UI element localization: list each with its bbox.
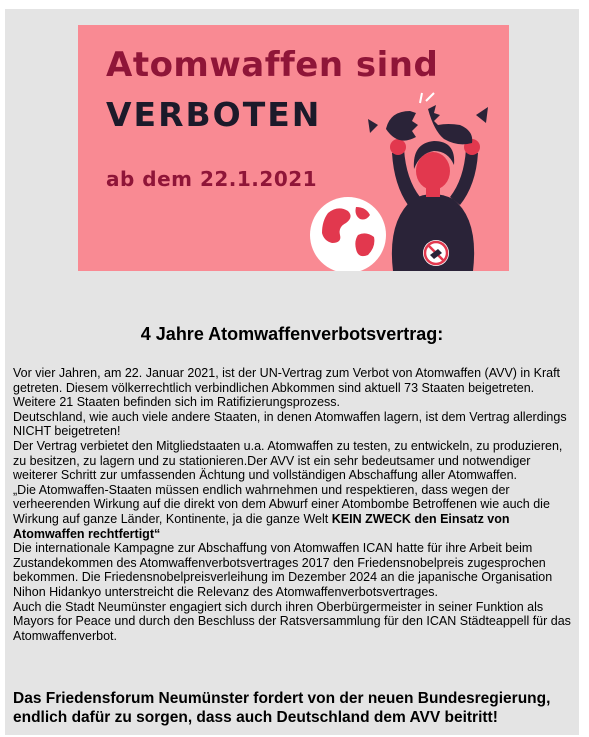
paragraph: Deutschland, wie auch viele andere Staaten, in denen Atomwaffen lagern, ist dem Vertrag allerdings NICHT beigetreten! xyxy=(13,409,567,439)
woman-figure xyxy=(390,139,480,271)
poster-date: ab dem 22.1.2021 xyxy=(106,167,318,191)
paragraph: Vor vier Jahren, am 22. Januar 2021, ist der UN-Vertrag zum Verbot von Atomwaffen (AVV) in Kraft getreten. Diesem völkerrechtlich verbindlichen Abkommen sind aktuell 73 Staaten beigetreten. Weitere 21 Staaten befinden sich im Ratifizierungsprozess. xyxy=(13,366,561,410)
quote-emphasis: KEIN ZWECK den Einsatz von Atomwaffen rechtfertigt“ xyxy=(13,511,510,541)
article-heading: 4 Jahre Atomwaffenverbotsvertrag: xyxy=(140,324,444,344)
article-body xyxy=(13,366,573,643)
paragraph: Auch die Stadt Neumünster engagiert sich durch ihren Oberbürgermeister in seiner Funktion als Mayors for Peace und durch den Beschluss der Ratsversammlung für den ICAN Städteappell für das Atomwaffenverbot. xyxy=(13,599,571,643)
poster-title-line1: Atomwaffen sind xyxy=(106,45,439,85)
paragraph: Der Vertrag verbietet den Mitgliedstaaten u.a. Atomwaffen zu testen, zu entwickeln, zu produzieren, zu besitzen, zu lagern und zu stationieren.Der AVV ist ein sehr bedeutsamer und notwendiger weiterer Schritt zur umfassenden Ächtung und vollständigen Abschaffung aller Atomwaffen. xyxy=(13,438,563,483)
globe-icon xyxy=(310,197,386,271)
quote-paragraph xyxy=(13,483,573,541)
poster-title-line2: VERBOTEN xyxy=(106,95,322,134)
quote-text: „Die Atomwaffen-Staaten müssen endlich wahrnehmen und respektieren, dass wegen der verheerenden Wirkung auf die direkt von dem Abwurf einer Atombombe Betroffenen wie auch die Wirkung auf ganze Länder, Kontinente, ja die ganze Welt xyxy=(13,482,550,526)
broken-bomb-icon xyxy=(368,93,488,144)
content-panel xyxy=(5,9,579,735)
woman-breaking-bomb-illustration xyxy=(308,85,508,271)
poster-banner xyxy=(78,25,509,271)
paragraph: Die internationale Kampagne zur Abschaffung von Atomwaffen ICAN hatte für ihre Arbeit beim Zustandekommen des Atomwaffenverbotsvertrages 2017 den Friedensnobelpreis zugesprochen bekommen. Die Friedensnobelpreisverleihung im Dezember 2024 an die japanische Organisation Nihon Hidankyo unterstreicht die Relevanz des Atomwaffenverbotsvertrages. xyxy=(13,541,553,599)
closing-demand: Das Friedensforum Neumünster fordert von der neuen Bundesregierung, endlich dafür zu sorgen, dass auch Deutschland dem AVV beitritt! xyxy=(13,690,551,726)
